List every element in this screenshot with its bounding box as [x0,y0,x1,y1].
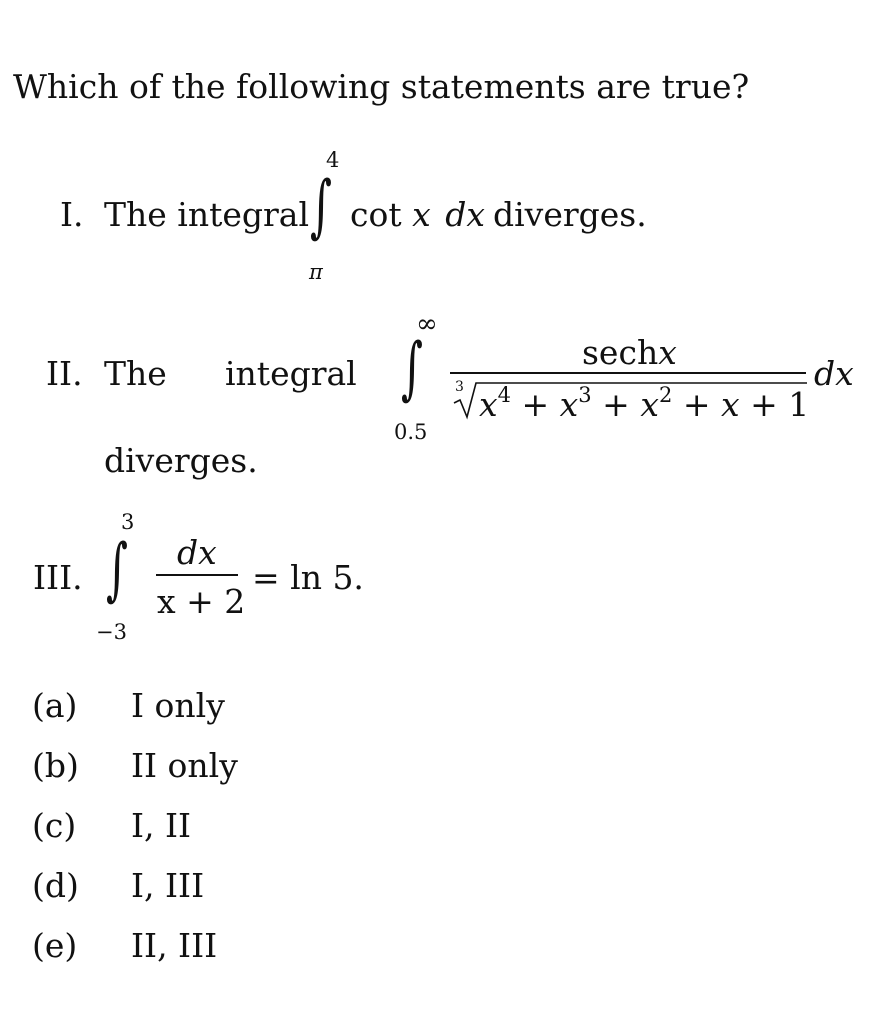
variable-x: x [658,333,677,372]
statement-2-word-the: The [104,354,167,393]
option-letter: (e) [32,926,78,965]
option-text: II, III [131,926,218,965]
power-4: 4 [497,383,511,407]
statement-3-numerator: dx [177,533,217,572]
option-text: I, II [131,806,192,845]
fraction-bar [156,574,238,576]
term-x: x [720,385,740,424]
term-x: x [559,385,579,424]
option-letter: (d) [32,866,79,905]
statement-1-prefix: The integral [104,195,310,234]
statement-3-rhs: = ln 5. [252,558,364,597]
statement-2-differential: dx [814,354,854,393]
fraction-bar [450,372,806,374]
statement-1-suffix: diverges. [493,195,647,234]
statement-1-integrand [350,195,485,234]
statement-2-numeral: II. [46,354,83,393]
statement-1-upper-limit: 4 [326,148,340,172]
plus-sign: + [682,385,711,424]
statement-3-denominator: x + 2 [157,582,246,621]
statement-2-lower-limit: 0.5 [394,420,428,444]
statement-3-numeral: III. [33,558,83,597]
cot-function: cot [350,195,402,234]
integral-sign: ∫ [310,167,332,246]
option-letter: (a) [32,686,78,725]
option-text: I, III [131,866,205,905]
statement-3-upper-limit: 3 [121,510,135,534]
plus-sign: + [602,385,630,424]
option-text: I only [131,686,225,725]
plus-sign: + [521,385,550,424]
power-3: 3 [578,383,592,407]
sech-function: sech [582,333,659,372]
term-one: 1 [788,385,810,424]
statement-2-radicand [479,383,810,424]
term-x: x [479,385,498,424]
statement-1-lower-limit: π [309,260,323,284]
integral-sign: ∫ [106,530,128,609]
statement-2-suffix: diverges. [104,441,258,480]
power-2: 2 [658,383,673,407]
option-letter: (b) [32,746,79,785]
integral-sign: ∫ [401,329,423,408]
statement-2-upper-limit: ∞ [416,309,438,339]
option-letter: (c) [32,806,77,845]
question-text: Which of the following statements are true? [13,67,750,106]
differential: dx [445,195,485,234]
statement-2-word-integral: integral [225,354,357,393]
statement-1-numeral: I. [60,195,84,234]
option-text: II only [131,746,238,785]
statement-3-lower-limit: −3 [96,620,127,644]
plus-sign: + [750,385,778,424]
variable-x: x [412,195,431,234]
statement-2-numerator [582,333,677,372]
term-x: x [640,385,659,424]
root-index: 3 [455,379,464,395]
